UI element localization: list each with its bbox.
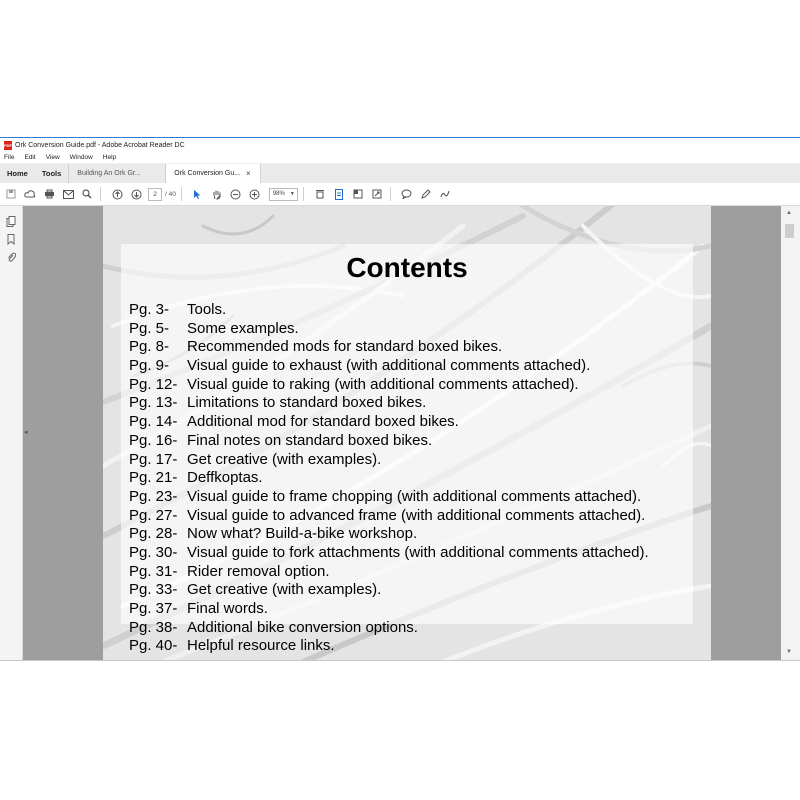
previous-page-arrow-icon[interactable]: ◂ bbox=[24, 429, 28, 436]
previous-page-icon[interactable] bbox=[109, 186, 125, 202]
menu-file[interactable]: File bbox=[4, 154, 15, 161]
toc-entry bbox=[129, 619, 649, 638]
zoom-in-icon[interactable] bbox=[247, 186, 263, 202]
toc-page-number: Pg. 12- bbox=[129, 375, 178, 393]
scrollbar-thumb[interactable] bbox=[785, 224, 794, 238]
comment-icon[interactable] bbox=[399, 186, 415, 202]
toc-entry bbox=[129, 376, 649, 395]
cloud-upload-icon[interactable] bbox=[22, 186, 38, 202]
contents-heading: Contents bbox=[346, 252, 468, 283]
toolbar-divider bbox=[100, 187, 101, 201]
toc-entry-text: Additional bike conversion options. bbox=[187, 618, 418, 636]
toolbar-divider bbox=[390, 187, 391, 201]
toc-page-number: Pg. 14- bbox=[129, 413, 178, 431]
page-number-input[interactable]: 2 bbox=[148, 188, 162, 201]
menu-edit[interactable]: Edit bbox=[24, 154, 36, 161]
pdf-page bbox=[103, 206, 711, 661]
toc-entry-text: Limitations to standard boxed bikes. bbox=[187, 394, 427, 412]
fit-page-icon[interactable] bbox=[312, 186, 328, 202]
toc-page-number: Pg. 9- bbox=[129, 357, 170, 375]
toc-entry bbox=[129, 637, 649, 656]
pdf-file-icon: PDF bbox=[4, 142, 12, 148]
page-total: / 40 bbox=[165, 190, 176, 198]
next-page-icon[interactable] bbox=[128, 186, 144, 202]
toc-entry-text: Some examples. bbox=[187, 319, 299, 337]
toc-page-number: Pg. 33- bbox=[129, 581, 178, 599]
toc-entry bbox=[129, 600, 649, 619]
toc-entry-text: Visual guide to fork attachments (with additional comments attached). bbox=[187, 543, 649, 561]
page-content bbox=[103, 206, 711, 661]
toc-entry-text: Deffkoptas. bbox=[187, 469, 263, 487]
vertical-scrollbar[interactable] bbox=[781, 206, 800, 661]
toc-entry-text: Visual guide to frame chopping (with additional comments attached). bbox=[187, 487, 642, 505]
acrobat-window bbox=[0, 137, 800, 661]
tab-tools[interactable]: Tools bbox=[41, 169, 62, 178]
search-icon[interactable] bbox=[79, 186, 95, 202]
toc-entry bbox=[129, 320, 649, 339]
toc-entry-text: Final notes on standard boxed bikes. bbox=[187, 431, 433, 449]
rotate-view-icon[interactable] bbox=[350, 186, 366, 202]
toc-page-number: Pg. 8- bbox=[129, 338, 170, 356]
toc-entry-text: Recommended mods for standard boxed bikes. bbox=[187, 338, 503, 356]
toc-page-number: Pg. 21- bbox=[129, 469, 178, 487]
menu-bar bbox=[0, 152, 800, 163]
document-viewport[interactable] bbox=[23, 206, 781, 661]
left-navigation-pane bbox=[0, 206, 23, 661]
toc-page-number: Pg. 31- bbox=[129, 562, 178, 580]
toc-entry bbox=[129, 432, 649, 451]
hand-tool-icon[interactable] bbox=[209, 186, 225, 202]
tab-ork-conversion-guide[interactable] bbox=[165, 164, 261, 183]
menu-view[interactable]: View bbox=[45, 154, 60, 161]
full-screen-icon[interactable] bbox=[369, 186, 385, 202]
toc-entry bbox=[129, 488, 649, 507]
title-bar bbox=[0, 138, 800, 152]
menu-help[interactable]: Help bbox=[102, 154, 117, 161]
window-title: Ork Conversion Guide.pdf - Adobe Acrobat Reader DC bbox=[15, 141, 185, 149]
attachment-icon[interactable] bbox=[0, 248, 22, 266]
toc-page-number: Pg. 40- bbox=[129, 637, 178, 655]
zoom-value: 98% bbox=[272, 190, 285, 197]
toc-entry-text: Now what? Build-a-bike workshop. bbox=[187, 525, 418, 543]
tab-home[interactable]: Home bbox=[7, 169, 28, 178]
toc-page-number: Pg. 23- bbox=[129, 487, 178, 505]
toc-entry bbox=[129, 525, 649, 544]
email-icon[interactable] bbox=[60, 186, 76, 202]
toc-entry bbox=[129, 357, 649, 376]
table-of-contents bbox=[129, 301, 649, 656]
tab-building-an-ork[interactable] bbox=[68, 164, 165, 183]
toc-page-number: Pg. 28- bbox=[129, 525, 178, 543]
highlight-pen-icon[interactable] bbox=[418, 186, 434, 202]
toc-page-number: Pg. 13- bbox=[129, 394, 178, 412]
toc-page-number: Pg. 16- bbox=[129, 431, 178, 449]
select-cursor-icon[interactable] bbox=[190, 186, 206, 202]
toc-entry bbox=[129, 563, 649, 582]
toc-entry bbox=[129, 301, 649, 320]
toc-entry-text: Additional mod for standard boxed bikes. bbox=[187, 413, 459, 431]
toc-entry-text: Rider removal option. bbox=[187, 562, 330, 580]
toc-entry-text: Get creative (with examples). bbox=[187, 450, 382, 468]
zoom-out-icon[interactable] bbox=[228, 186, 244, 202]
toc-entry bbox=[129, 469, 649, 488]
menu-window[interactable]: Window bbox=[69, 154, 93, 161]
close-icon[interactable]: × bbox=[246, 169, 251, 178]
toc-entry-text: Final words. bbox=[187, 600, 268, 617]
draw-icon[interactable] bbox=[437, 186, 453, 202]
toc-entry-text: Visual guide to exhaust (with additional comments attached). bbox=[187, 357, 591, 375]
toc-entry bbox=[129, 338, 649, 357]
toolbar-divider bbox=[303, 187, 304, 201]
tab-label: Building An Ork Gr... bbox=[77, 170, 141, 177]
tab-bar bbox=[0, 164, 800, 184]
zoom-select[interactable] bbox=[269, 188, 298, 201]
toolbar bbox=[0, 183, 800, 206]
toolbar-divider bbox=[181, 187, 182, 201]
toc-entry bbox=[129, 581, 649, 600]
toc-entry-text: Tools. bbox=[187, 301, 227, 318]
toc-page-number: Pg. 3- bbox=[129, 301, 170, 318]
toc-entry bbox=[129, 451, 649, 470]
toc-entry bbox=[129, 394, 649, 413]
toc-entry-text: Get creative (with examples). bbox=[187, 581, 382, 599]
toc-page-number: Pg. 38- bbox=[129, 618, 178, 636]
toc-page-number: Pg. 30- bbox=[129, 543, 178, 561]
toc-entry-text: Helpful resource links. bbox=[187, 637, 335, 655]
toc-page-number: Pg. 5- bbox=[129, 319, 170, 337]
toc-entry bbox=[129, 507, 649, 526]
toc-page-number: Pg. 27- bbox=[129, 506, 178, 524]
scroll-down-icon[interactable]: ▼ bbox=[786, 649, 792, 655]
toc-entry-text: Visual guide to advanced frame (with additional comments attached). bbox=[187, 506, 646, 524]
toc-entry-text: Visual guide to raking (with additional comments attached). bbox=[187, 375, 579, 393]
tab-label: Ork Conversion Gu... bbox=[174, 170, 241, 177]
scroll-up-icon[interactable]: ▲ bbox=[786, 210, 792, 216]
chevron-down-icon: ▼ bbox=[289, 190, 295, 197]
bookmark-icon[interactable] bbox=[0, 230, 22, 248]
save-icon[interactable] bbox=[3, 186, 19, 202]
scrolling-mode-icon[interactable] bbox=[331, 186, 347, 202]
print-icon[interactable] bbox=[41, 186, 57, 202]
toc-entry bbox=[129, 544, 649, 563]
toc-page-number: Pg. 37- bbox=[129, 600, 178, 617]
page-thumbnails-icon[interactable] bbox=[0, 212, 22, 230]
toc-page-number: Pg. 17- bbox=[129, 450, 178, 468]
toc-entry bbox=[129, 413, 649, 432]
